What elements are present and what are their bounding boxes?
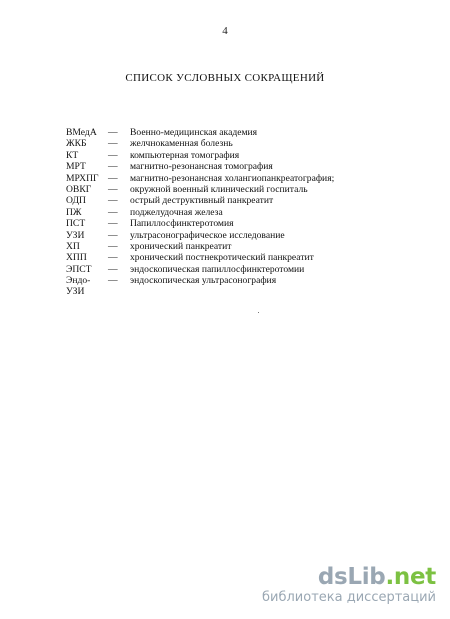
- em-dash: —: [108, 149, 118, 161]
- list-item: [66, 286, 426, 297]
- abbreviation-definition: хронический постнекротический панкреатит: [130, 252, 314, 264]
- page-heading: СПИСОК УСЛОВНЫХ СОКРАЩЕНИЙ: [125, 72, 325, 84]
- em-dash: —: [108, 275, 118, 287]
- em-dash: —: [108, 240, 118, 252]
- abbreviation-term: ПЖ: [66, 206, 82, 218]
- abbreviation-term: УЗИ: [66, 286, 85, 298]
- list-item: [66, 252, 426, 263]
- list-item: [66, 138, 426, 149]
- abbreviation-term: ОДП: [66, 195, 86, 207]
- list-item: [66, 195, 426, 206]
- scan-speck: [258, 312, 259, 313]
- list-item: [66, 275, 426, 286]
- abbreviation-definition: эндоскопическая ультрасонография: [130, 275, 277, 287]
- list-item: [66, 150, 426, 161]
- abbreviation-definition: эндоскопическая папиллосфинктеротомии: [130, 263, 305, 275]
- watermark-tagline: библиотека диссертаций: [262, 590, 436, 605]
- em-dash: —: [108, 195, 118, 207]
- em-dash: —: [108, 229, 118, 241]
- abbreviation-term: МРХПГ: [66, 172, 99, 184]
- em-dash: —: [108, 218, 118, 230]
- abbreviation-definition: компьютерная томография: [130, 149, 240, 161]
- watermark-brand-suffix: .net: [385, 564, 436, 590]
- abbreviation-definition: окружной военный клинический госпиталь: [130, 183, 308, 195]
- list-item: [66, 241, 426, 252]
- abbreviation-term: КТ: [66, 149, 79, 161]
- abbreviation-definition: острый деструктивный панкреатит: [130, 195, 274, 207]
- abbreviation-term: ОВКГ: [66, 183, 92, 195]
- list-item: [66, 127, 426, 138]
- list-item: [66, 218, 426, 229]
- list-item: [66, 207, 426, 218]
- em-dash: —: [108, 161, 118, 173]
- abbreviation-list: [66, 127, 426, 298]
- abbreviation-term: ПСТ: [66, 218, 86, 230]
- list-item: [66, 264, 426, 275]
- abbreviation-definition: поджелудочная железа: [130, 206, 223, 218]
- abbreviation-definition: Папиллосфинктеротомия: [130, 218, 234, 230]
- list-item: [66, 230, 426, 241]
- em-dash: —: [108, 127, 118, 138]
- abbreviation-definition: магнитно-резонансная холангиопанкреатография;: [130, 172, 335, 184]
- watermark-brand-main: dsLib: [317, 564, 386, 590]
- abbreviation-term: ЖКБ: [66, 138, 87, 150]
- em-dash: —: [108, 252, 118, 264]
- em-dash: —: [108, 138, 118, 150]
- em-dash: —: [108, 263, 118, 275]
- abbreviation-definition: желчнокаменная болезнь: [130, 138, 233, 150]
- abbreviation-term: УЗИ: [66, 229, 85, 241]
- em-dash: —: [108, 172, 118, 184]
- watermark: [262, 565, 436, 605]
- em-dash: —: [108, 206, 118, 218]
- abbreviation-definition: магнитно-резонансная томография: [130, 161, 273, 173]
- list-item: [66, 173, 426, 184]
- abbreviation-term: ХП: [66, 240, 80, 252]
- list-item: [66, 161, 426, 172]
- page-number: 4: [222, 25, 228, 37]
- abbreviation-term: ЭПСТ: [66, 263, 92, 275]
- abbreviation-definition: Военно-медицинская академия: [130, 127, 258, 138]
- abbreviation-term: ВМедА: [66, 127, 97, 138]
- watermark-logo: [262, 565, 436, 589]
- abbreviation-term: МРТ: [66, 161, 86, 173]
- list-item: [66, 184, 426, 195]
- abbreviation-term: Эндо-: [66, 275, 91, 287]
- abbreviation-term: ХПП: [66, 252, 87, 264]
- abbreviation-definition: ультрасонографическое исследование: [130, 229, 285, 241]
- em-dash: —: [108, 183, 118, 195]
- abbreviation-definition: хронический панкреатит: [130, 240, 232, 252]
